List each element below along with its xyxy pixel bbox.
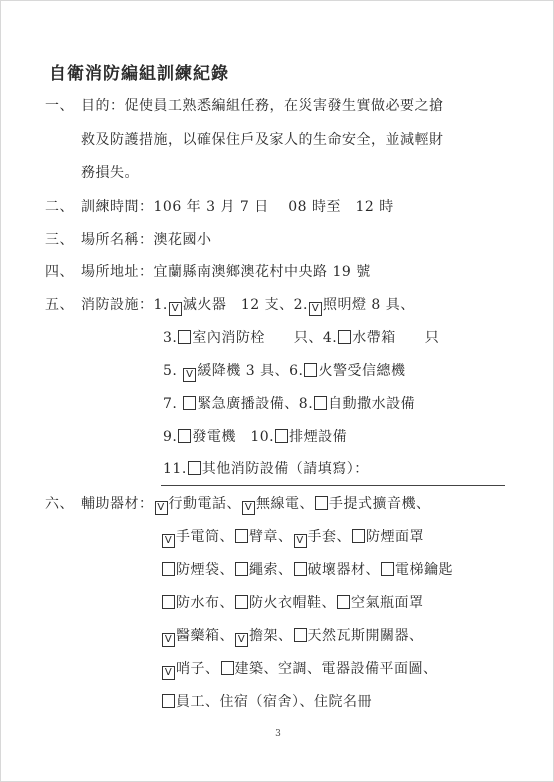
item-label: 排煙設備 (289, 429, 348, 445)
auxiliary-line4 (161, 594, 424, 612)
auxiliary-line2 (161, 528, 424, 548)
section-label: 場所地址： (81, 264, 154, 280)
item-label: 員工、住宿（宿舍）、住院名冊 (176, 694, 372, 710)
page-number: 3 (275, 729, 281, 739)
checkbox-rope[interactable] (235, 562, 248, 576)
fire-facilities-line6 (163, 460, 369, 478)
checkbox-sprinkler[interactable] (314, 396, 327, 410)
item-label: 室內消防栓 只、4. (192, 330, 338, 346)
checkbox-tarp[interactable] (162, 595, 175, 609)
auxiliary-line3 (161, 561, 453, 579)
checkbox-armband[interactable] (235, 529, 248, 543)
checkbox-mobile-phone[interactable]: V (155, 501, 168, 515)
item-label: 防水布、 (176, 595, 234, 611)
section-number: 一、 (45, 98, 74, 114)
item-label: 天然瓦斯開關器、 (307, 628, 424, 644)
item-label: 其他消防設備（請填寫）： (201, 461, 369, 477)
item-label: 破壞器材、 (307, 562, 380, 578)
item-label: 電梯鑰匙 (395, 562, 453, 578)
venue-name-value: 澳花國小 (153, 232, 212, 248)
section-number: 六、 (45, 496, 74, 512)
checkbox-generator[interactable] (178, 429, 191, 443)
checkbox-lighting[interactable]: V (309, 302, 322, 316)
checkbox-other-facilities[interactable] (188, 461, 201, 475)
item-label: 醫藥箱、 (176, 628, 234, 644)
checkbox-descender[interactable]: V (183, 368, 196, 382)
item-label: 緊急廣播設備、8. (197, 396, 314, 412)
item-label: 自動撒水設備 (328, 396, 416, 412)
item-label: 防煙袋、 (176, 562, 234, 578)
auxiliary-line6 (161, 660, 438, 680)
fire-facilities-line4 (163, 395, 415, 413)
item-number: 5. (163, 363, 178, 379)
document-title: 自衛消防編組訓練紀錄 (49, 64, 229, 84)
section-number: 五、 (45, 297, 74, 313)
checkbox-radio[interactable]: V (242, 501, 255, 515)
section-purpose-line2: 救及防護措施，以確保住戶及家人的生命安全，並減輕財 (81, 132, 444, 148)
checkbox-smoke-bag[interactable] (162, 562, 175, 576)
checkbox-smoke-exhaust[interactable] (275, 429, 288, 443)
checkbox-fire-suit[interactable] (235, 595, 248, 609)
checkbox-fire-extinguisher[interactable]: V (169, 302, 182, 316)
item-label: 防火衣帽鞋、 (249, 595, 336, 611)
section-fire-facilities (45, 296, 415, 316)
checkbox-indoor-hydrant[interactable] (178, 330, 191, 344)
item-label: 火警受信總機 (318, 363, 406, 379)
section-number: 三、 (45, 232, 74, 248)
divider-line (161, 485, 505, 486)
section-purpose-line3: 務損失。 (81, 165, 139, 181)
item-label: 行動電話、 (168, 496, 241, 512)
item-label: 緩降機 3 具、6. (197, 363, 304, 379)
section-training-time (45, 198, 394, 216)
section-purpose (45, 97, 444, 115)
checkbox-smoke-mask[interactable] (352, 529, 365, 543)
item-number: 9. (163, 429, 178, 445)
checkbox-first-aid-kit[interactable]: V (162, 633, 175, 647)
training-time-value: 106 年 3 月 7 日 08 時至 12 時 (153, 199, 394, 215)
section-label: 訓練時間： (81, 199, 154, 215)
checkbox-whistle[interactable]: V (162, 666, 175, 680)
item-label: 手電筒、 (176, 529, 234, 545)
section-number: 四、 (45, 264, 74, 280)
checkbox-emergency-broadcast[interactable] (183, 396, 196, 410)
checkbox-elevator-key[interactable] (381, 562, 394, 576)
checkbox-megaphone[interactable] (315, 496, 328, 510)
checkbox-air-cylinder-mask[interactable] (337, 595, 350, 609)
section-text: 促使員工熟悉編組任務，在災害發生實做必要之搶 (124, 98, 444, 114)
fire-facilities-line2 (163, 329, 439, 347)
section-label: 目的： (81, 98, 125, 114)
checkbox-stretcher[interactable]: V (235, 633, 248, 647)
section-number: 二、 (45, 199, 74, 215)
section-venue-address (45, 263, 371, 281)
item-number: 3. (163, 330, 178, 346)
section-label: 消防設施： (81, 297, 154, 313)
item-label: 臂章、 (249, 529, 293, 545)
auxiliary-line7 (161, 693, 372, 711)
auxiliary-line5 (161, 627, 424, 647)
section-label: 輔助器材： (81, 496, 154, 512)
item-label: 水帶箱 只 (352, 330, 440, 346)
item-label: 哨子、 (176, 661, 220, 677)
item-label: 滅火器 12 支、2. (182, 297, 308, 313)
item-label: 無線電、 (256, 496, 314, 512)
item-label: 手套、 (307, 529, 351, 545)
item-label: 繩索、 (249, 562, 293, 578)
checkbox-gloves[interactable]: V (294, 534, 307, 548)
item-label: 手提式擴音機、 (329, 496, 431, 512)
checkbox-flashlight[interactable]: V (162, 534, 175, 548)
venue-address-value: 宜蘭縣南澳鄉澳花村中央路 19 號 (153, 264, 371, 280)
fire-facilities-line3 (163, 362, 405, 382)
item-label: 發電機 10. (192, 429, 275, 445)
section-label: 場所名稱： (81, 232, 154, 248)
section-auxiliary-equipment (45, 495, 431, 515)
item-number: 7. (163, 396, 178, 412)
item-label: 空氣瓶面罩 (351, 595, 424, 611)
item-number: 1. (153, 297, 168, 313)
checkbox-breaking-tools[interactable] (294, 562, 307, 576)
checkbox-fire-alarm-panel[interactable] (304, 363, 317, 377)
item-label: 建築、空調、電器設備平面圖、 (234, 661, 438, 677)
checkbox-roster[interactable] (162, 694, 175, 708)
item-label: 照明燈 8 具、 (322, 297, 415, 313)
section-venue-name (45, 231, 212, 249)
item-number: 11. (163, 461, 187, 477)
checkbox-gas-switch[interactable] (294, 628, 307, 642)
checkbox-hose-box[interactable] (338, 330, 351, 344)
item-label: 擔架、 (249, 628, 293, 644)
item-label: 防煙面罩 (366, 529, 424, 545)
fire-facilities-line5 (163, 428, 347, 446)
checkbox-floor-plans[interactable] (221, 661, 234, 675)
